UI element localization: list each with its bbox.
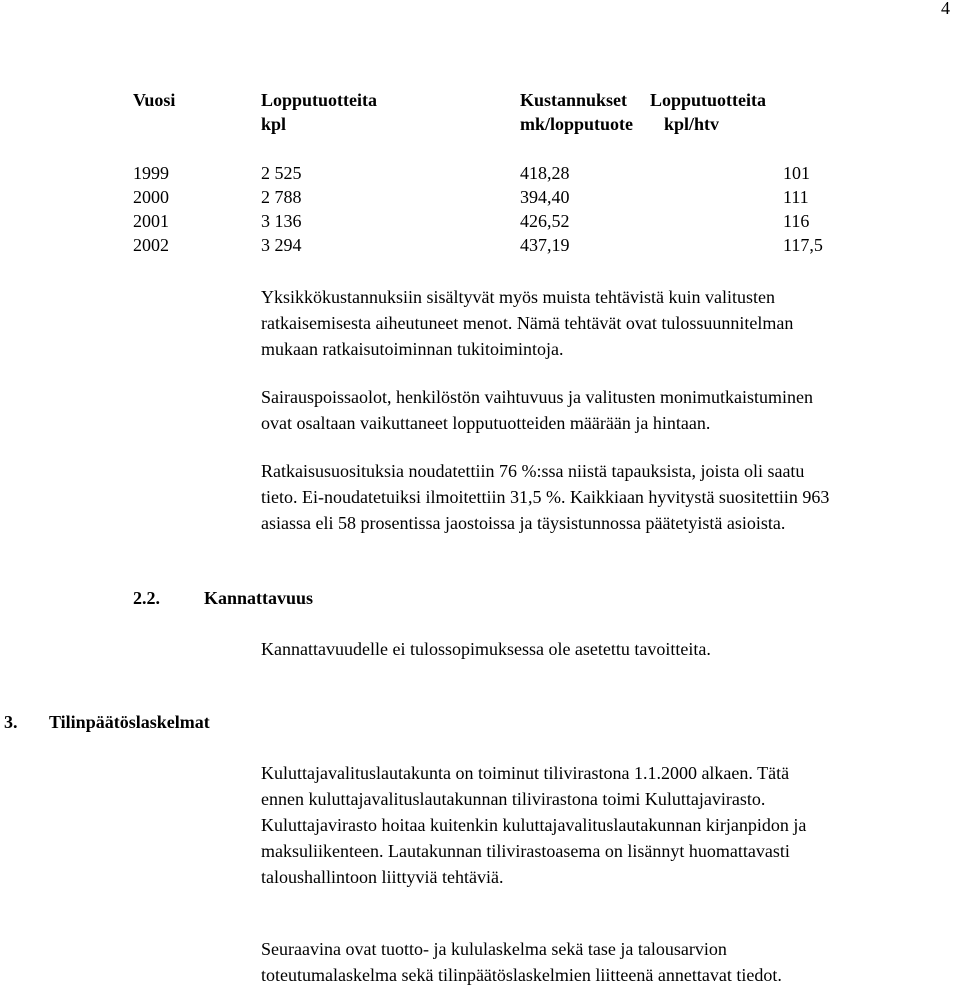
header-lopputuotteita-htv: Lopputuotteita <box>650 90 767 110</box>
cell-year: 2001 <box>133 211 169 231</box>
section-number-3: 3. <box>4 712 18 732</box>
cell-count: 2 525 <box>261 163 302 183</box>
cell-cost: 418,28 <box>520 163 570 183</box>
paragraph-line: taloushallintoon liittyviä tehtäviä. <box>261 867 504 887</box>
paragraph-line: Yksikkökustannuksiin sisältyvät myös muista tehtävistä kuin valitusten <box>261 287 775 307</box>
cell-per-htv: 116 <box>783 211 810 231</box>
cell-year: 2000 <box>133 187 169 207</box>
paragraph-line: ovat osaltaan vaikuttaneet lopputuotteiden määrään ja hintaan. <box>261 413 711 433</box>
header-kpl-htv: kpl/htv <box>664 114 720 134</box>
cell-per-htv: 117,5 <box>783 235 823 255</box>
cell-count: 3 136 <box>261 211 302 231</box>
page-number: 4 <box>941 0 950 18</box>
cell-cost: 426,52 <box>520 211 570 231</box>
header-lopputuotteita: Lopputuotteita <box>261 90 378 110</box>
paragraph-line: ennen kuluttajavalituslautakunnan tilivirastona toimi Kuluttajavirasto. <box>261 789 766 809</box>
paragraph-kannattavuus <box>261 636 941 662</box>
paragraph-line: Ratkaisusuosituksia noudatettiin 76 %:ssa niistä tapauksista, joista oli saatu <box>261 461 805 481</box>
paragraph-seuraavina <box>261 936 941 988</box>
cell-cost: 394,40 <box>520 187 570 207</box>
cell-cost: 437,19 <box>520 235 570 255</box>
paragraph-line: Sairauspoissaolot, henkilöstön vaihtuvuus ja valitusten monimutkaistuminen <box>261 387 813 407</box>
paragraph-sairauspoissaolot <box>261 384 941 436</box>
paragraph-line: Kuluttajavirasto hoitaa kuitenkin kuluttajavalituslautakunnan kirjanpidon ja <box>261 815 807 835</box>
header-kpl: kpl <box>261 114 287 134</box>
cell-count: 3 294 <box>261 235 302 255</box>
section-title-tilinpaatoslaskelmat: Tilinpäätöslaskelmat <box>49 712 210 732</box>
section-number-2-2: 2.2. <box>133 588 160 608</box>
section-title-kannattavuus: Kannattavuus <box>204 588 314 608</box>
cell-year: 1999 <box>133 163 169 183</box>
paragraph-tilivirasto <box>261 760 941 890</box>
paragraph-line: tieto. Ei-noudatetuiksi ilmoitettiin 31,5 %. Kaikkiaan hyvitystä suositettiin 963 <box>261 487 830 507</box>
header-mk-lopputuote: mk/lopputuote <box>520 114 634 134</box>
header-kustannukset: Kustannukset <box>520 90 628 110</box>
paragraph-line: ratkaisemisesta aiheutuneet menot. Nämä tehtävät ovat tulossuunnitelman <box>261 313 794 333</box>
cell-per-htv: 111 <box>783 187 809 207</box>
paragraph-line: Kannattavuudelle ei tulossopimuksessa ole asetettu tavoitteita. <box>261 639 711 659</box>
cell-count: 2 788 <box>261 187 302 207</box>
paragraph-line: mukaan ratkaisutoiminnan tukitoimintoja. <box>261 339 564 359</box>
paragraph-yksikkokustannukset <box>261 284 941 362</box>
header-vuosi: Vuosi <box>133 90 176 110</box>
paragraph-line: maksuliikenteen. Lautakunnan tilivirastoasema on lisännyt huomattavasti <box>261 841 790 861</box>
paragraph-line: Seuraavina ovat tuotto- ja kululaskelma sekä tase ja talousarvion <box>261 939 727 959</box>
cell-per-htv: 101 <box>783 163 810 183</box>
paragraph-line: Kuluttajavalituslautakunta on toiminut tilivirastona 1.1.2000 alkaen. Tätä <box>261 763 790 783</box>
paragraph-ratkaisusuositukset <box>261 458 941 536</box>
paragraph-line: asiassa eli 58 prosentissa jaostoissa ja täysistunnossa päätetyistä asioista. <box>261 513 786 533</box>
cell-year: 2002 <box>133 235 169 255</box>
paragraph-line: toteutumalaskelma sekä tilinpäätöslaskelmien liitteenä annettavat tiedot. <box>261 965 782 985</box>
